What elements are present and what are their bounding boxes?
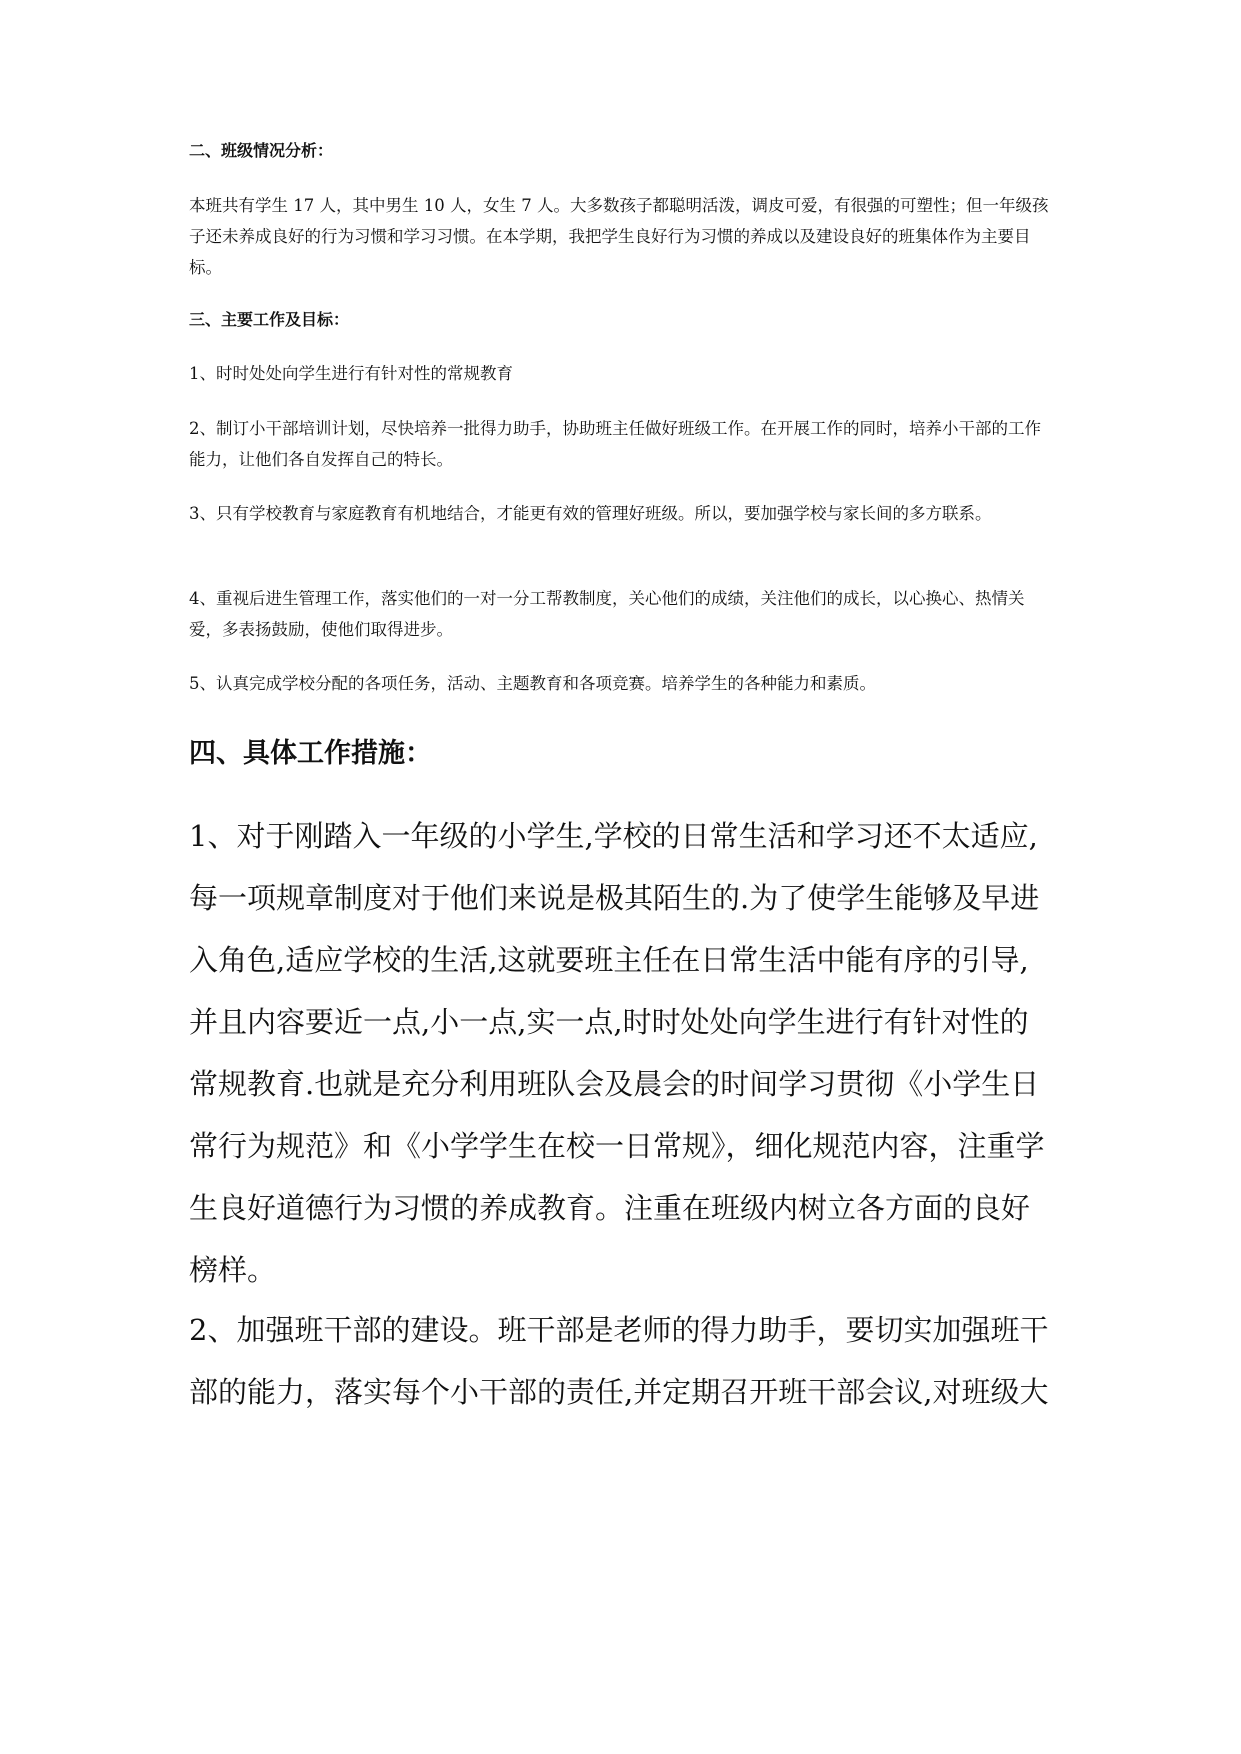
section-heading-goals: 三、主要工作及目标：: [189, 310, 350, 329]
document-page: [189, 0, 1057, 1754]
goal-item-2: 2、制订小干部培训计划，尽快培养一批得力助手，协助班主任做好班级工作。在开展工作的同时，培养小干部的工作能力，让他们各自发挥自己的特长。: [189, 419, 1041, 469]
measure-paragraph-2: 2、加强班干部的建设。班干部是老师的得力助手，要切实加强班干部的能力，落实每个小干部的责任,并定期召开班干部会议,对班级大: [189, 1313, 1049, 1409]
section-heading-class-analysis: 二、班级情况分析：: [189, 141, 334, 160]
goal-item-5: 5、认真完成学校分配的各项任务，活动、主题教育和各项竞赛。培养学生的各种能力和素质。: [189, 674, 876, 693]
goal-item-4: 4、重视后进生管理工作，落实他们的一对一分工帮教制度，关心他们的成绩，关注他们的成长，以心换心、热情关爱，多表扬鼓励，使他们取得进步。: [189, 589, 1025, 639]
section-heading-measures: 四、具体工作措施：: [189, 738, 432, 769]
goal-item-3: 3、只有学校教育与家庭教育有机地结合，才能更有效的管理好班级。所以，要加强学校与家长间的多方联系。: [189, 504, 992, 523]
class-analysis-paragraph: 本班共有学生 17 人，其中男生 10 人，女生 7 人。大多数孩子都聪明活泼，调皮可爱，有很强的可塑性；但一年级孩子还未养成良好的行为习惯和学习习惯。在本学期，我把学生良好行为习惯的养成以及建设良好的班集体作为主要目标。: [189, 196, 1049, 277]
measure-paragraph-1: 1、对于刚踏入一年级的小学生,学校的日常生活和学习还不太适应,每一项规章制度对于他们来说是极其陌生的.为了使学生能够及早进入角色,适应学校的生活,这就要班主任在日常生活中能有序的引导,并且内容要近一点,小一点,实一点,时时处处向学生进行有针对性的常规教育.也就是充分利用班队会及晨会的时间学习贯彻《小学生日常行为规范》和《小学学生在校一日常规》，细化规范内容，注重学生良好道德行为习惯的养成教育。注重在班级内树立各方面的良好榜样。: [189, 819, 1045, 1287]
goal-item-1: 1、时时处处向学生进行有针对性的常规教育: [189, 364, 513, 383]
